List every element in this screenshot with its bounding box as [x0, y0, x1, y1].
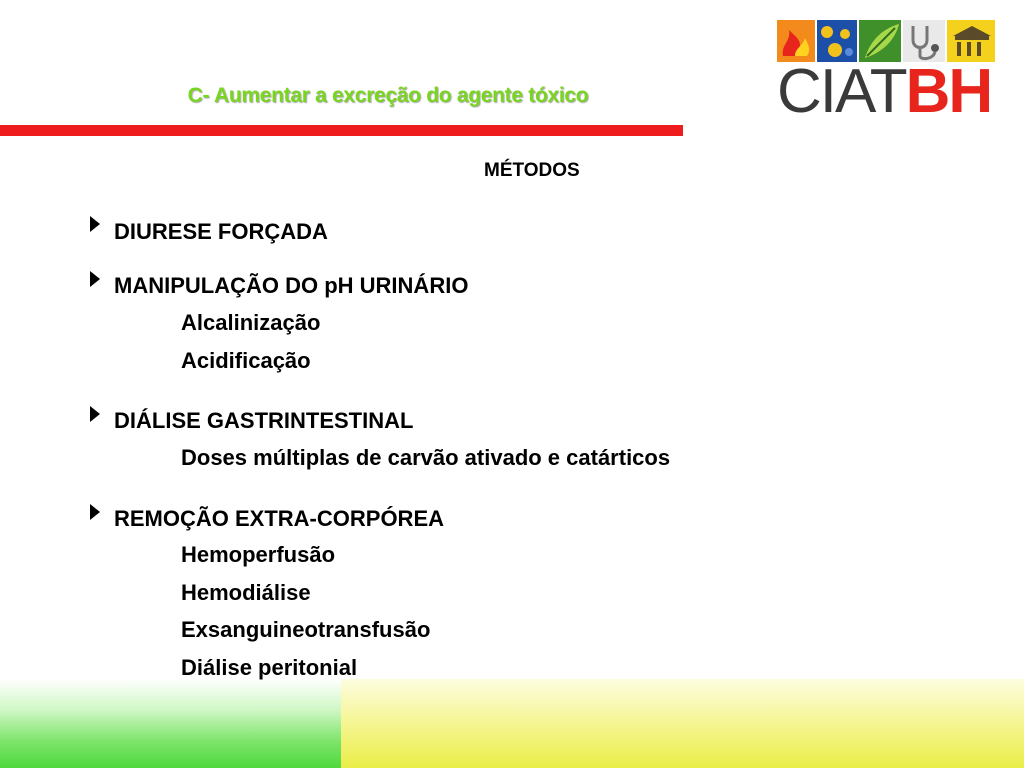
title-underline-bar	[0, 125, 683, 136]
list-subitem: Acidificação	[181, 348, 311, 373]
section-heading: MÉTODOS	[484, 160, 580, 181]
logo-icons	[777, 20, 995, 62]
list-subitem: Exsanguineotransfusão	[181, 617, 431, 642]
bullet-icon	[90, 216, 100, 232]
logo-wordmark	[777, 57, 995, 126]
list-subitem: Doses múltiplas de carvão ativado e catárticos	[181, 445, 671, 470]
bullet-icon	[90, 504, 100, 520]
list-item-dialise-gi: DIÁLISE GASTRINTESTINAL	[114, 408, 414, 433]
list-item-diurese: DIURESE FORÇADA	[114, 219, 328, 244]
list-subitem: Diálise peritonial	[181, 655, 358, 680]
list-subitem: Hemodiálise	[181, 580, 311, 605]
logo-text-bh: BH	[905, 57, 992, 126]
slide-title: C- Aumentar a excreção do agente tóxico	[187, 84, 589, 107]
list-item-remocao: REMOÇÃO EXTRA-CORPÓREA	[114, 506, 445, 531]
ciatbh-logo	[777, 20, 995, 124]
logo-icon-stethoscope	[903, 20, 945, 62]
footer-yellow-band	[341, 679, 1024, 768]
bullet-icon	[90, 271, 100, 287]
list-subitem: Alcalinização	[181, 310, 321, 335]
list-item-ph: MANIPULAÇÃO DO pH URINÁRIO	[114, 273, 469, 298]
logo-text-ciat: CIAT	[777, 57, 906, 126]
logo-icon-molecule	[817, 20, 857, 62]
logo-icon-fire	[777, 20, 815, 62]
list-subitem: Hemoperfusão	[181, 542, 336, 567]
logo-icon-leaf	[859, 20, 901, 62]
logo-icon-building	[947, 20, 995, 62]
footer-green-band	[0, 679, 341, 768]
bullet-icon	[90, 406, 100, 422]
